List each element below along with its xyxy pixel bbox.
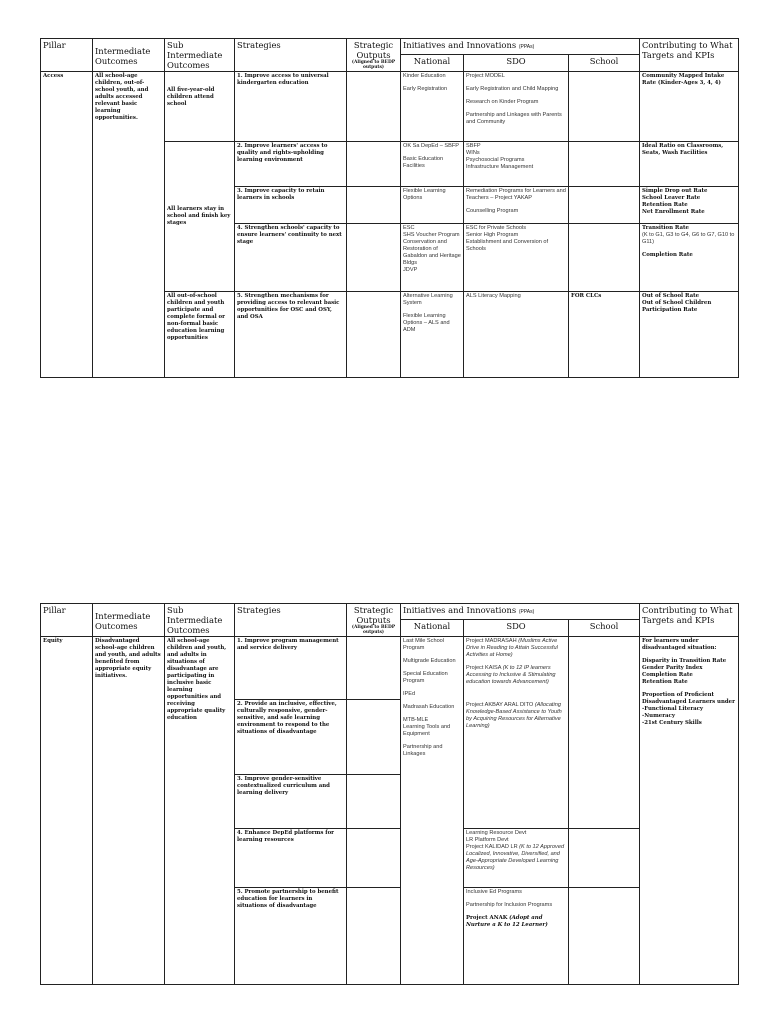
header-initiatives: Initiatives and Innovations (PPAs)	[401, 604, 640, 620]
national-cell-1: Kinder Education Early Registration	[401, 72, 464, 142]
school-cell-5: FOR CLCs	[569, 292, 640, 378]
header-strategic-outputs: Strategic Outputs (Aligned to BEDP outputs)	[347, 604, 401, 637]
kpi-cell-3: Simple Drop out Rate School Leaver Rate Retention Rate Net Enrollment Rate	[640, 187, 739, 224]
strategic-output-cell	[347, 292, 401, 378]
strategy-3: 3. Improve gender-sensitive contextualized curriculum and learning delivery	[235, 775, 347, 829]
sdo-cell-5: ALS Literacy Mapping	[464, 292, 569, 378]
sdo-cell-3: Remediation Programs for Learners and Teachers – Project YAKAP Counselling Program	[464, 187, 569, 224]
intermediate-outcome-access: All school-age children, out-of-school youth, and adults accessed relevant basic learning opportunities.	[93, 72, 165, 378]
sdo-cell-equity-4: Learning Resource Devt LR Platform Devt Project KALIDAD LR (K to 12 Approved Localized, Innovative, Diversified, and Age-Appropriate Developed Learning Resources)	[464, 829, 569, 888]
strategic-output-cell	[347, 224, 401, 292]
header-sub-intermediate-outcomes: Sub Intermediate Outcomes	[165, 604, 235, 637]
header-strategic-outputs: Strategic Outputs (Aligned to BEDP outputs)	[347, 39, 401, 72]
header-contributing-kpis: Contributing to What Targets and KPIs	[640, 39, 739, 72]
strategic-output-cell	[347, 187, 401, 224]
kpi-cell-5: Out of School Rate Out of School Children Participation Rate	[640, 292, 739, 378]
sdo-cell-2: SBFP WINs Psychosocial Programs Infrastructure Management	[464, 142, 569, 187]
kpi-cell-1: Community Mapped Intake Rate (Kinder-Ages 3, 4, 4)	[640, 72, 739, 142]
header-intermediate-outcomes: Intermediate Outcomes	[93, 39, 165, 72]
equity-table	[40, 603, 739, 985]
kpi-cell-2: Ideal Ratio on Classrooms, Seats, Wash Facilities	[640, 142, 739, 187]
school-cell-4	[569, 224, 640, 292]
national-cell-3: Flexible Learning Options	[401, 187, 464, 224]
sub-outcome-3: All out-of-school children and youth participate and complete formal or non-formal basic education learning opportunities	[165, 292, 235, 378]
national-cell-2: OK Sa DepEd – SBFP Basic Education Facilities	[401, 142, 464, 187]
header-school: School	[569, 54, 640, 71]
header-contributing-kpis: Contributing to What Targets and KPIs	[640, 604, 739, 637]
header-strategies: Strategies	[235, 604, 347, 637]
sdo-cell-equity-5: Inclusive Ed Programs Partnership for Inclusion Programs Project ANAK (Adopt and Nurture a K to 12 Learner)	[464, 888, 569, 985]
pillar-equity: Equity	[41, 637, 93, 985]
strategy-5: 5. Strengthen mechanisms for providing access to relevant basic opportunities for OSC and OSY, and OSA	[235, 292, 347, 378]
header-sdo: SDO	[464, 54, 569, 71]
strategic-output-cell	[347, 637, 401, 700]
sdo-cell-equity-1: Project MADRASAH (Muslims Active Drive in Reading to Attain Successful Activities at Home) Project KAISA (K to 12 IP learners Accessing to Inclusive & Stimulating education towards Advancement) Project AKBAY ARAL DITO (Allocating Knowledge-Based Assistance to Youth by Acquiring Resources for Alternative Learning)	[464, 637, 569, 829]
strategic-output-cell	[347, 775, 401, 829]
intermediate-outcome-equity: Disadvantaged school-age children and youth, and adults benefited from appropriate equity initiatives.	[93, 637, 165, 985]
kpi-cell-equity: For learners under disadvantaged situation: Disparity in Transition Rate Gender Parity Index Completion Rate Retention Rate Proportion of Proficient Disadvantaged Learners under -Functional Literacy -Numeracy -21st Century Skills	[640, 637, 739, 985]
sdo-cell-4: ESC for Private Schools Senior High Program Establishment and Conversion of Schools	[464, 224, 569, 292]
national-cell-4: ESC SHS Voucher Program Conservation and Restoration of Gabaldon and Heritage Bldgs JDVP	[401, 224, 464, 292]
sub-outcome-equity: All school-age children and youth, and adults in situations of disadvantage are participating in inclusive basic learning opportunities and receiving appropriate quality education	[165, 637, 235, 985]
strategic-output-cell	[347, 829, 401, 888]
strategic-output-cell	[347, 700, 401, 775]
header-strategies: Strategies	[235, 39, 347, 72]
strategy-3: 3. Improve capacity to retain learners in schools	[235, 187, 347, 224]
sub-outcome-1: All five-year-old children attend school	[165, 72, 235, 142]
header-intermediate-outcomes: Intermediate Outcomes	[93, 604, 165, 637]
school-cell-1	[569, 72, 640, 142]
access-table	[40, 38, 739, 378]
strategy-2: 2. Provide an inclusive, effective, culturally responsive, gender-sensitive, and safe learning environment to respond to the situations of disadvantage	[235, 700, 347, 775]
strategy-4: 4. Enhance DepEd platforms for learning resources	[235, 829, 347, 888]
strategy-4: 4. Strengthen schools' capacity to ensure learners' continuity to next stage	[235, 224, 347, 292]
header-pillar: Pillar	[41, 604, 93, 637]
strategic-output-cell	[347, 72, 401, 142]
header-national: National	[401, 54, 464, 71]
school-cell-equity-4	[569, 829, 640, 888]
school-cell-equity-5	[569, 888, 640, 985]
sdo-cell-1: Project MODEL Early Registration and Child Mapping Research on Kinder Program Partnership and Linkages with Parents and Community	[464, 72, 569, 142]
school-cell-equity-1	[569, 637, 640, 829]
sub-outcome-2: All learners stay in school and finish key stages	[165, 142, 235, 292]
kpi-cell-4: Transition Rate (K to G1, G3 to G4, G6 to G7, G10 to G11) Completion Rate	[640, 224, 739, 292]
header-sub-intermediate-outcomes: Sub Intermediate Outcomes	[165, 39, 235, 72]
strategic-output-cell	[347, 142, 401, 187]
header-national: National	[401, 619, 464, 636]
strategy-1: 1. Improve access to universal kindergarten education	[235, 72, 347, 142]
header-pillar: Pillar	[41, 39, 93, 72]
pillar-access: Access	[41, 72, 93, 378]
header-sdo: SDO	[464, 619, 569, 636]
header-school: School	[569, 619, 640, 636]
school-cell-2	[569, 142, 640, 187]
header-initiatives: Initiatives and Innovations (PPAs)	[401, 39, 640, 55]
national-cell-equity: Last Mile School Program Multigrade Education Special Education Program IPEd Madrasah Education MTB-MLE Learning Tools and Equipment Partnership and Linkages	[401, 637, 464, 985]
strategy-5: 5. Promote partnership to benefit education for learners in situations of disadvantage	[235, 888, 347, 985]
strategy-2: 2. Improve learners' access to quality and rights-upholding learning environment	[235, 142, 347, 187]
national-cell-5: Alternative Learning System Flexible Learning Options – ALS and ADM	[401, 292, 464, 378]
strategic-output-cell	[347, 888, 401, 985]
strategy-1: 1. Improve program management and service delivery	[235, 637, 347, 700]
school-cell-3	[569, 187, 640, 224]
